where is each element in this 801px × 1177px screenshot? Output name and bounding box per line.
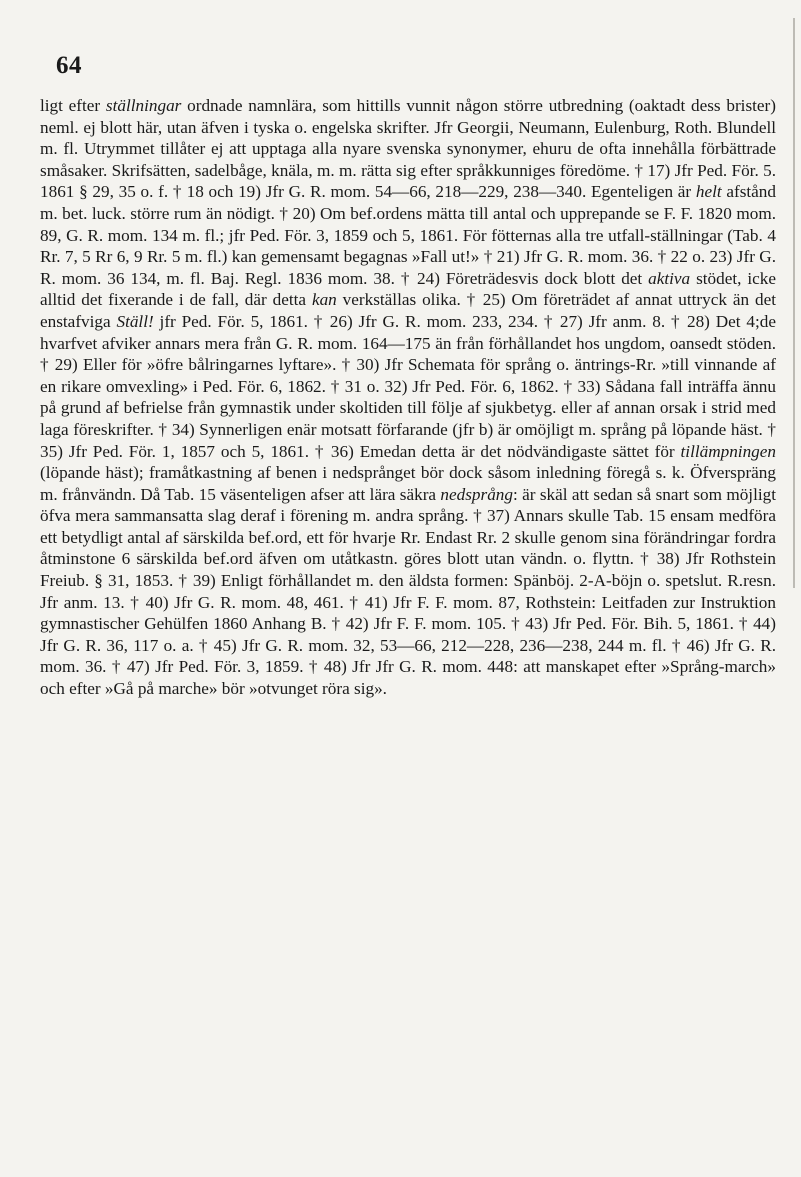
text-run: ligt efter <box>40 96 106 115</box>
italic-term: kan <box>311 290 337 310</box>
italic-term: tillämpningen <box>680 441 776 461</box>
page-number: 64 <box>56 52 82 79</box>
text-run: stödet, icke alltid det fixerande i de fall, där detta <box>40 268 776 310</box>
text-run: (löpande häst); framåtkastning af benen i nedsprånget bör dock såsom inledning föregå s. k. Öfverspräng m. frånvändn. Då Tab. 15 väsenteligen afser att lära säkra <box>40 463 776 504</box>
text-run: : är skäl att sedan så snart som möjligt öfva mera sammansatta slag deraf i förening m. andra språng. † 37) Annars skulle Tab. 15 ensam medföra ett betydligt antal af särskilda bef.ord, ett för hvarje Rr. Endast Rr. 2 skulle genom sina förändringar fordra åtminstone 6 särskilda bef.ord äfven om utåtkastn. göres blott utan vändn. o. flyttn. † 38) Jfr Rothstein Freiub. § 31, 1853. † 39) Enligt förhållandet m. den äldsta formen: Spänböj. 2-A-böjn o. spetslut. R.resn. Jfr anm. 13. † 40) Jfr G. R. mom. 48, 461. † 41) Jfr F. F. mom. 87, Rothstein: Leitfaden zur Instruktion gymnastischer Gehülfen 1860 Anhang B. † 42) Jfr F. F. mom. 105. † 43) Jfr Ped. För. Bih. 5, 1861. † 44) Jfr G. R. 36, 117 o. a. † 45) Jfr G. R. mom. 32, 53—66, 212—228, 236—238, 244 m. fl. † 46) Jfr G. R. mom. 36. † 47) Jfr Ped. För. 3, 1859. † 48) Jfr Jfr G. R. mom. 448: att manskapet efter »Språng-march» och efter »Gå på marche» bör »otvunget röra sig». <box>40 484 776 699</box>
italic-term: Ställ! <box>116 311 154 331</box>
italic-term: ställningar <box>105 96 182 115</box>
text-run: ordnade namnlära, som hittills vunnit någon större utbredning (oaktadt dess brister) neml. ej blott här, utan äfven i tyska o. engelska skrifter. Jfr Georgii, Neumann, Eulenburg, Roth. Blundell m. fl. Utrymmet tillåter ej att upptaga alla nyare svenska synonymer, ehuru de ofta innehålla förbättrade småsaker. Skrifsätten, sadelbåge, knäla, m. m. rätta sig efter språkkunniges föredöme. † 17) Jfr Ped. För. 5. 1861 § 29, 35 o. f. † 18 och 19) Jfr G. R. mom. 54—66, 218—229, 238—340. Egenteligen är <box>40 96 776 202</box>
text-run: verkställas olika. † 25) Om företrädet af annat uttryck än det enstafviga <box>40 290 776 331</box>
page-edge-mark <box>793 18 795 588</box>
italic-term: helt <box>695 182 722 202</box>
italic-term: aktiva <box>648 268 691 288</box>
text-run: afstånd m. bet. luck. större rum än nödigt. † 20) Om bef.ordens mätta till antal och upprepande se F. F. 1820 mom. 89, G. R. mom. 134 m. fl.; jfr Ped. För. 3, 1859 och 5, 1861. För fötternas alla tre utfall-ställningar (Tab. 4 Rr. 7, 5 Rr 6, 9 Rr. 5 m. fl.) kan gemensamt begagnas »Fall ut!» † 21) Jfr G. R. mom. 36. † 22 o. 23) Jfr G. R. mom. 36 134, m. fl. Baj. Regl. 1836 mom. 38. † 24) Företrädesvis dock blott det <box>40 182 776 288</box>
italic-term: nedsprång <box>440 484 513 504</box>
text-run: jfr Ped. För. 5, 1861. † 26) Jfr G. R. mom. 233, 234. † 27) Jfr anm. 8. † 28) Det 4;de hvarfvet afviker annars mera från G. R. mom. 164—175 än från förhållandet hos ungdom, oansedt stöden. † 29) Eller för »öfre bålringarnes lyftare». † 30) Jfr Schemata för språng o. äntrings-Rr. »till vinnande af en rikare omvexling» i Ped. För. 6, 1862. † 31 o. 32) Jfr Ped. För. 6, 1862. † 33) Sådana fall inträffa ännu på grund af befrielse från gymnastik under skoltiden till följe af sjukbetyg. eller af annan orsak i strid med laga föreskrifter. † 34) Synnerligen enär motsatt förfarande (jfr b) är omöjligt m. språng på löpande häst. † 35) Jfr Ped. För. 1, 1857 och 5, 1861. † 36) Emedan detta är det nödvändigaste sättet för <box>40 311 776 461</box>
body-paragraph <box>40 95 776 700</box>
